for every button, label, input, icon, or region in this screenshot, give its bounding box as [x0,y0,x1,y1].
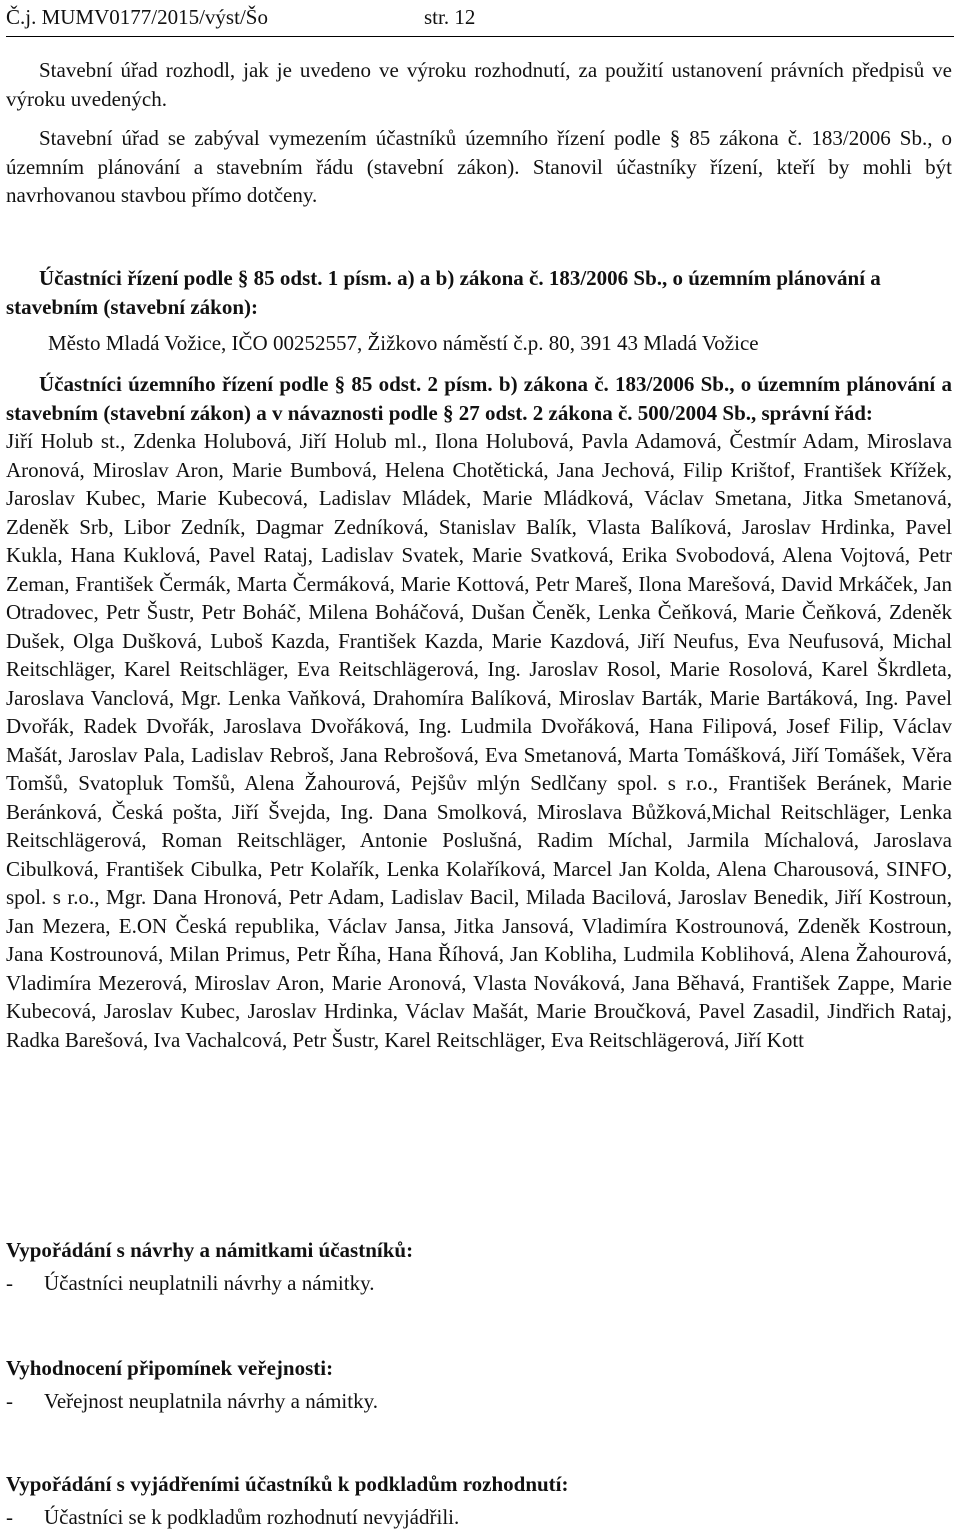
participant-list: Jiří Holub st., Zdenka Holubová, Jiří Holub ml., Ilona Holubová, Pavla Adamová, Čestmír Adam, Miroslava Aronová, Miroslav Aron, Marie Bumbová, Helena Chotětická, Jana Jechová, Filip Krištof, František Křížek, Jaroslav Kubec, Marie Kubecová, Ladislav Mládek, Marie Mládková, Václav Smetana, Jitka Smetanová, Zdeněk Srb, Libor Zedník, Dagmar Zedníková, Stanislav Balík, Vlasta Balíková, Jaroslav Hrdinka, Pavel Kukla, Hana Kuklová, Pavel Rataj, Ladislav Svatek, Marie Svatková, Erika Svobodová, Alena Vojtová, Petr Zeman, František Čermák, Marta Čermáková, Marie Kottová, Petr Mareš, Ilona Marešová, David Mrkáček, Jan Otradovec, Petr Šustr, Petr Boháč, Milena Boháčová, Dušan Čeněk, Lenka Čeňková, Marie Čeňková, Zdeněk Dušek, Olga Dušková, Luboš Kazda, František Kazda, Marie Kazdová, Jiří Neufus, Eva Neufusová, Michal Reitschläger, Karel Reitschläger, Eva Reitschlägerová, Ing. Jaroslav Rosol, Marie Rosolová, Karel Škrdleta, Jaroslava Vanclová, Mgr. Lenka Vaňková, Drahomíra Balíková, Miroslav Barták, Marie Bartáková, Ing. Pavel Dvořák, Radek Dvořák, Jaroslava Dvořáková, Ing. Ludmila Dvořáková, Hana Filipová, Josef Filip, Václav Mašát, Jaroslav Pala, Ladislav Rebroš, Jana Rebrošová, Eva Smetanová, Marta Tomášková, Jiří Tomášek, Věra Tomšů, Svatopluk Tomšů, Alena Žahourová, Pejšův mlýn Sedlčany spol. s r.o., František Beránek, Marie Beránková, Česká pošta, Jiří Švejda, Ing. Dana Smolková, Miroslava Bůžková,Michal Reitschläger, Lenka Reitschlägerová, Roman Reitschläger, Antonie Poslušná, Radim Míchal, Jarmila Míchalová, Jaroslava Cibulková, František Cibulka, Petr Kolařík, Lenka Kolaříková, Marcel Jan Kolda, Alena Charousová, SINFO, spol. s r.o., Mgr. Dana Hronová, Petr Adam, Ladislav Bacil, Milada Bacilová, Jaroslav Benedik, Jiří Kostroun, Jan Mezera, E.ON Česká republika, Václav Jansa, Jitka Jansová, Vladimíra Kostrounová, Zdeněk Kostroun, Jana Kostrounová, Milan Primus, Petr Říha, Hana Říhová, Jan Kobliha, Ludmila Koblihová, Alena Žahourová, Vladimíra Mezerová, Miroslav Aron, Marie Aronová, Vlasta Nováková, Jana Běhavá, František Zappe, Marie Kubecová, Jaroslav Kubec, Jaroslav Hrdinka, Václav Mašát, Marie Broučková, Pavel Zasadil, Jindřich Rataj, Radka Barešová, Iva Vachalcová, Petr Šustr, Karel Reitschläger, Eva Reitschlägerová, Jiří Kott [6,429,952,1052]
list-item [6,1269,952,1298]
list-item [6,1503,952,1532]
section-statements-on-evidence [6,1470,952,1531]
document-reference: Č.j. MUMV0177/2015/výst/Šo [6,5,268,29]
page-header [6,4,954,30]
list-dash: - [6,1504,13,1529]
list-item-text: Účastníci se k podkladům rozhodnutí nevyjádřili. [44,1504,460,1529]
paragraph-text: Stavební úřad rozhodl, jak je uvedeno ve výroku rozhodnutí, za použití ustanovení právních předpisů ve výroku uvedených. [6,58,952,111]
header-divider [6,36,954,37]
participant-entry: Město Mladá Vožice, IČO 00252557, Žižkovo náměstí č.p. 80, 391 43 Mladá Vožice [48,331,759,355]
section-participants-85-2 [6,370,952,1054]
section-heading: Vyhodnocení připomínek veřejnosti: [6,1356,334,1380]
paragraph-participants-scope [6,124,952,210]
paragraph-text: Stavební úřad se zabýval vymezením účastníků územního řízení podle § 85 zákona č. 183/2006 Sb., o územním plánování a stavebním řádu (stavební zákon). Stanovil účastníky řízení, kteří by mohli být navrhovanou stavbou přímo dotčeny. [6,126,952,207]
list-dash: - [6,1388,13,1413]
section-heading: Vypořádání s návrhy a námitkami účastníků: [6,1238,414,1262]
section-public-comments [6,1354,952,1415]
page-number: str. 12 [424,5,476,29]
list-item [6,1387,952,1416]
list-dash: - [6,1270,13,1295]
paragraph-decision [6,56,952,113]
section-participants-85-1 [6,264,952,358]
section-heading: Účastníci řízení podle § 85 odst. 1 písm. a) a b) zákona č. 183/2006 Sb., o územním plánování a stavebním (stavební zákon): [6,266,881,319]
list-item-text: Účastníci neuplatnili návrhy a námitky. [44,1270,375,1295]
section-heading: Vypořádání s vyjádřeními účastníků k podkladům rozhodnutí: [6,1472,569,1496]
list-item-text: Veřejnost neuplatnila návrhy a námitky. [44,1388,378,1413]
section-proposals-objections [6,1236,952,1297]
section-heading: Účastníci územního řízení podle § 85 odst. 2 písm. b) zákona č. 183/2006 Sb., o územním plánování a stavebním (stavební zákon) a v návaznosti podle § 27 odst. 2 zákona č. 500/2004 Sb., správní řád: [6,372,952,425]
